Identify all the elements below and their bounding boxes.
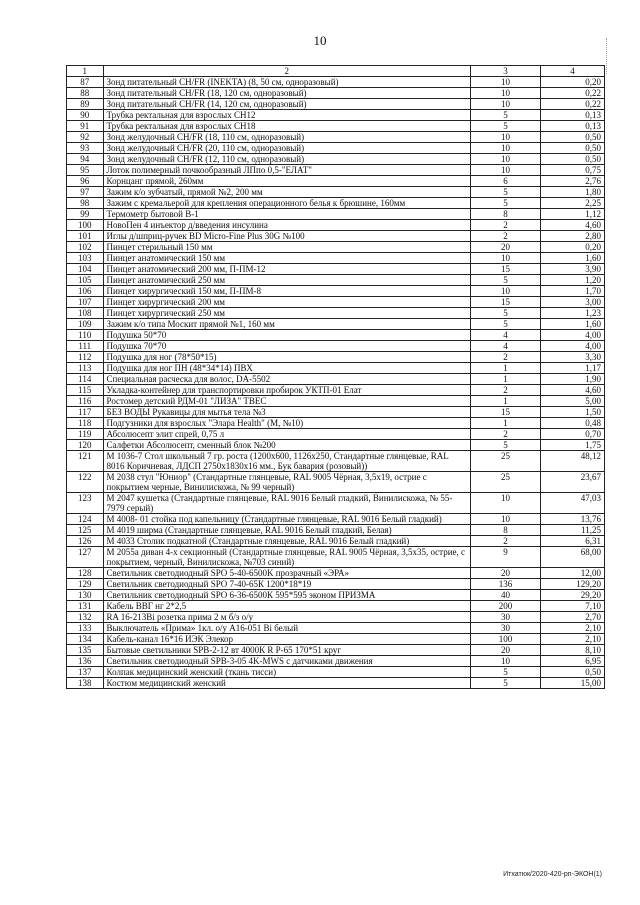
row-number-cell: 125 [67,525,104,536]
price-cell: 0,50 [541,667,605,678]
price-cell: 23,67 [541,472,605,493]
row-number-cell: 122 [67,472,104,493]
table-row [67,678,605,689]
table-row [67,568,605,579]
table-row [67,231,605,242]
row-number-cell: 106 [67,286,104,297]
row-number-cell: 99 [67,209,104,220]
row-number-cell: 98 [67,198,104,209]
price-cell: 3,90 [541,264,605,275]
items-table [66,65,605,689]
price-cell: 2,70 [541,612,605,623]
row-number-cell: 109 [67,319,104,330]
item-name-cell: М 4008- 01 стойка под капельницу (Стандартные глянцевые, RAL 9016 Белый гладкий) [103,514,470,525]
price-cell: 11,25 [541,525,605,536]
row-number-cell: 134 [67,634,104,645]
item-name-cell: Подушка для ног (78*50*15) [103,352,470,363]
item-name-cell: Зонд питательный CH/FR (14, 120 см, одноразовый) [103,99,470,110]
price-cell: 8,10 [541,645,605,656]
price-cell: 1,12 [541,209,605,220]
quantity-cell: 2 [470,231,540,242]
table-row [67,536,605,547]
row-number-cell: 135 [67,645,104,656]
row-number-cell: 105 [67,275,104,286]
price-cell: 3,30 [541,352,605,363]
quantity-cell: 5 [470,187,540,198]
quantity-cell: 2 [470,220,540,231]
table-row [67,308,605,319]
item-name-cell: Пинцет анатомический 250 мм [103,275,470,286]
price-cell: 0,75 [541,165,605,176]
item-name-cell: RA 16-213Bi розетка прима 2 м б/з о/у [103,612,470,623]
quantity-cell: 8 [470,525,540,536]
price-cell: 1,50 [541,407,605,418]
item-name-cell: Светильник светодиодный SPB-3-05 4K-MWS с датчиками движения [103,656,470,667]
row-number-cell: 110 [67,330,104,341]
price-cell: 29,20 [541,590,605,601]
quantity-cell: 10 [470,154,540,165]
row-number-cell: 117 [67,407,104,418]
item-name-cell: Подгузники для взрослых "Элара Health" (M, №10) [103,418,470,429]
quantity-cell: 10 [470,132,540,143]
table-row [67,396,605,407]
row-number-cell: 91 [67,121,104,132]
item-name-cell: Лоток полимерный почкообразный ЛПпо 0,5-"ЕЛАТ" [103,165,470,176]
table-row [67,198,605,209]
row-number-cell: 126 [67,536,104,547]
price-cell: 4,00 [541,341,605,352]
item-name-cell: Зажим к/о зубчатый, прямой №2, 200 мм [103,187,470,198]
price-cell: 2,76 [541,176,605,187]
quantity-cell: 5 [470,110,540,121]
item-name-cell: Бытовые светильники SPB-2-12 вт 4000К R P-65 170*51 круг [103,645,470,656]
price-cell: 1,60 [541,253,605,264]
row-number-cell: 132 [67,612,104,623]
header-cell-name: 2 [103,66,470,77]
quantity-cell: 20 [470,568,540,579]
quantity-cell: 136 [470,579,540,590]
row-number-cell: 133 [67,623,104,634]
page-number: 10 [313,33,327,48]
row-number-cell: 101 [67,231,104,242]
item-name-cell: Пинцет хирургический 200 мм [103,297,470,308]
table-row [67,319,605,330]
table-row [67,429,605,440]
item-name-cell: Кабель ВВГ нг 2*2,5 [103,601,470,612]
item-name-cell: Трубка ректальная для взрослых CH18 [103,121,470,132]
quantity-cell: 9 [470,547,540,568]
row-number-cell: 114 [67,374,104,385]
price-cell: 15,00 [541,678,605,689]
item-name-cell: Корнцанг прямой, 260мм [103,176,470,187]
price-cell: 0,22 [541,99,605,110]
item-name-cell: Светильник светодиодный SPO 6-36-6500К 595*595 эконом ПРИЗМА [103,590,470,601]
quantity-cell: 5 [470,319,540,330]
price-cell: 0,70 [541,429,605,440]
quantity-cell: 5 [470,275,540,286]
row-number-cell: 120 [67,440,104,451]
quantity-cell: 200 [470,601,540,612]
row-number-cell: 138 [67,678,104,689]
table-row [67,440,605,451]
price-cell: 4,60 [541,220,605,231]
item-name-cell: Подушка 50*70 [103,330,470,341]
row-number-cell: 103 [67,253,104,264]
table-row [67,341,605,352]
item-name-cell: М 4033 Столик подкатной (Стандартные глянцевые, RAL 9016 Белый гладкий) [103,536,470,547]
row-number-cell: 104 [67,264,104,275]
row-number-cell: 123 [67,493,104,514]
quantity-cell: 25 [470,451,540,472]
table-row [67,110,605,121]
row-number-cell: 128 [67,568,104,579]
price-cell: 2,80 [541,231,605,242]
row-number-cell: 108 [67,308,104,319]
price-cell: 2,10 [541,634,605,645]
table-row [67,209,605,220]
price-cell: 1,20 [541,275,605,286]
table-row [67,264,605,275]
item-name-cell: Колпак медицинский женский (ткань тисси) [103,667,470,678]
quantity-cell: 4 [470,330,540,341]
quantity-cell: 10 [470,656,540,667]
table-row [67,547,605,568]
quantity-cell: 25 [470,472,540,493]
price-cell: 129,20 [541,579,605,590]
quantity-cell: 20 [470,645,540,656]
row-number-cell: 89 [67,99,104,110]
quantity-cell: 10 [470,88,540,99]
header-cell-price: 4 [541,66,605,77]
price-cell: 0,50 [541,154,605,165]
table-row [67,451,605,472]
item-name-cell: М 2055а диван 4-х секционный (Стандартные глянцевые, RAL 9005 Чёрная, 3,5х35, острие, с покрытием, черный, Винилискожа, №703 синий) [103,547,470,568]
row-number-cell: 112 [67,352,104,363]
item-name-cell: Трубка ректальная для взрослых CH12 [103,110,470,121]
price-cell: 0,13 [541,121,605,132]
table-row [67,275,605,286]
quantity-cell: 4 [470,341,540,352]
price-cell: 4,60 [541,385,605,396]
item-name-cell: Пинцет хирургический 250 мм [103,308,470,319]
item-name-cell: Зажим с кремальерой для крепления операционного белья к брюшине, 160мм [103,198,470,209]
table-row [67,374,605,385]
quantity-cell: 40 [470,590,540,601]
price-cell: 2,10 [541,623,605,634]
table-row [67,165,605,176]
table-row [67,645,605,656]
table-row [67,143,605,154]
items-table-body [67,66,605,689]
row-number-cell: 107 [67,297,104,308]
item-name-cell: Зонд желудочный CH/FR (18, 110 см, одноразовый) [103,132,470,143]
item-name-cell: Зонд желудочный CH/FR (12, 110 см, одноразовый) [103,154,470,165]
table-row [67,88,605,99]
row-number-cell: 90 [67,110,104,121]
item-name-cell: Светильник светодиодный SPO 5-40-6500K прозрачный «ЭРА» [103,568,470,579]
quantity-cell: 2 [470,352,540,363]
row-number-cell: 116 [67,396,104,407]
price-cell: 0,13 [541,110,605,121]
quantity-cell: 30 [470,612,540,623]
price-cell: 0,50 [541,132,605,143]
item-name-cell: Выключатель «Прима» 1кл. о/у А16-051 Bi белый [103,623,470,634]
item-name-cell: Термометр бытовой В-1 [103,209,470,220]
row-number-cell: 96 [67,176,104,187]
table-row [67,525,605,536]
price-cell: 0,20 [541,77,605,88]
row-number-cell: 92 [67,132,104,143]
price-cell: 68,00 [541,547,605,568]
item-name-cell: Пинцет анатомический 200 мм, П-ПМ-12 [103,264,470,275]
row-number-cell: 97 [67,187,104,198]
row-number-cell: 129 [67,579,104,590]
quantity-cell: 10 [470,286,540,297]
table-row [67,253,605,264]
item-name-cell: Костюм медицинский женский [103,678,470,689]
quantity-cell: 5 [470,440,540,451]
header-cell-quantity: 3 [470,66,540,77]
item-name-cell: Укладка-контейнер для транспортировки пробирок УКТП-01 Елат [103,385,470,396]
item-name-cell: Подушка для ног ПН (48*34*14) ПВХ [103,363,470,374]
row-number-cell: 115 [67,385,104,396]
table-row [67,493,605,514]
price-cell: 1,60 [541,319,605,330]
row-number-cell: 127 [67,547,104,568]
quantity-cell: 10 [470,253,540,264]
price-cell: 0,22 [541,88,605,99]
table-row [67,579,605,590]
table-row [67,514,605,525]
item-name-cell: Иглы д/шприц-ручек BD Micro-Fine Plus 30G №100 [103,231,470,242]
item-name-cell: Зонд желудочный CH/FR (20, 110 см, одноразовый) [103,143,470,154]
price-cell: 4,00 [541,330,605,341]
table-row [67,623,605,634]
quantity-cell: 2 [470,536,540,547]
row-number-cell: 136 [67,656,104,667]
quantity-cell: 10 [470,99,540,110]
quantity-cell: 1 [470,418,540,429]
price-cell: 48,12 [541,451,605,472]
item-name-cell: Пинцет хирургический 150 мм, П-ПМ-8 [103,286,470,297]
quantity-cell: 1 [470,396,540,407]
row-number-cell: 111 [67,341,104,352]
item-name-cell: Кабель-канал 16*16 ИЭК Элекор [103,634,470,645]
item-name-cell: Светильник светодиодный SPO 7-40-65К 1200*18*19 [103,579,470,590]
quantity-cell: 6 [470,176,540,187]
item-name-cell: М 1036-7 Стол школьный 7 гр. роста (1200х600, 1126х250, Стандартные глянцевые, RAL 8016 Коричневая, ЛДСП 2750х1830х16 мм., Бук бавария (розовый)) [103,451,470,472]
table-row [67,187,605,198]
row-number-cell: 124 [67,514,104,525]
row-number-cell: 113 [67,363,104,374]
table-row [67,220,605,231]
table-row [67,99,605,110]
item-name-cell: Пинцет стерильный 150 мм [103,242,470,253]
quantity-cell: 1 [470,374,540,385]
quantity-cell: 10 [470,143,540,154]
item-name-cell: Абсолюсепт элит спрей, 0,75 л [103,429,470,440]
quantity-cell: 10 [470,165,540,176]
table-row [67,330,605,341]
quantity-cell: 1 [470,363,540,374]
row-number-cell: 100 [67,220,104,231]
quantity-cell: 30 [470,623,540,634]
row-number-cell: 130 [67,590,104,601]
item-name-cell: М 4019 ширма (Стандартные глянцевые, RAL 9016 Белый гладкий, Белая) [103,525,470,536]
item-name-cell: Салфетки Абсолюсепт, сменный блок №200 [103,440,470,451]
price-cell: 5,00 [541,396,605,407]
quantity-cell: 2 [470,429,540,440]
header-cell-number: 1 [67,66,104,77]
quantity-cell: 15 [470,407,540,418]
price-cell: 7,10 [541,601,605,612]
item-name-cell: БЕЗ ВОДЫ Рукавицы для мытья тела №3 [103,407,470,418]
table-row [67,363,605,374]
price-cell: 13,76 [541,514,605,525]
table-row [67,176,605,187]
table-row [67,77,605,88]
quantity-cell: 2 [470,385,540,396]
price-cell: 2,25 [541,198,605,209]
table-row [67,667,605,678]
quantity-cell: 5 [470,667,540,678]
quantity-cell: 5 [470,198,540,209]
price-cell: 0,50 [541,143,605,154]
item-name-cell: М 2038 стул "Юниор" (Стандартные глянцевые, RAL 9005 Чёрная, 3,5х19, острие с покрытием черные, Винилискожа, № 99 черный) [103,472,470,493]
table-row [67,286,605,297]
table-row [67,590,605,601]
price-cell: 1,80 [541,187,605,198]
item-name-cell: Зонд питательный CH/FR (INEKTA) (8, 50 см, одноразовый) [103,77,470,88]
quantity-cell: 10 [470,514,540,525]
table-row [67,297,605,308]
table-row [67,612,605,623]
quantity-cell: 5 [470,678,540,689]
row-number-cell: 93 [67,143,104,154]
row-number-cell: 137 [67,667,104,678]
price-cell: 1,23 [541,308,605,319]
row-number-cell: 131 [67,601,104,612]
item-name-cell: Пинцет анатомический 150 мм [103,253,470,264]
price-cell: 47,03 [541,493,605,514]
price-cell: 12,00 [541,568,605,579]
item-name-cell: НовоПен 4 инъектор д/введения инсулина [103,220,470,231]
document-footer-code: Итхатюк/2020-420-рп-ЭКОН(1) [503,871,602,878]
table-header-row [67,66,605,77]
item-name-cell: Специальная расческа для волос, DA-5502 [103,374,470,385]
table-row [67,154,605,165]
price-cell: 1,17 [541,363,605,374]
table-row [67,418,605,429]
item-name-cell: Зонд питательный CH/FR (18, 120 см, одноразовый) [103,88,470,99]
price-cell: 0,20 [541,242,605,253]
table-row [67,656,605,667]
row-number-cell: 118 [67,418,104,429]
quantity-cell: 8 [470,209,540,220]
table-row [67,472,605,493]
item-name-cell: М 2047 кушетка (Стандартные глянцевые, RAL 9016 Белый гладкий, Винилискожа, № 55-7979 серый) [103,493,470,514]
price-cell: 0,48 [541,418,605,429]
price-cell: 6,31 [541,536,605,547]
table-row [67,121,605,132]
row-number-cell: 119 [67,429,104,440]
quantity-cell: 15 [470,264,540,275]
quantity-cell: 15 [470,297,540,308]
quantity-cell: 20 [470,242,540,253]
price-cell: 1,90 [541,374,605,385]
quantity-cell: 100 [470,634,540,645]
item-name-cell: Зажим к/о типа Москит прямой №1, 160 мм [103,319,470,330]
table-row [67,385,605,396]
price-cell: 3,00 [541,297,605,308]
item-name-cell: Подушка 70*70 [103,341,470,352]
table-row [67,407,605,418]
price-cell: 1,70 [541,286,605,297]
table-row [67,132,605,143]
margin-mark [606,38,615,74]
row-number-cell: 87 [67,77,104,88]
table-row [67,242,605,253]
quantity-cell: 10 [470,77,540,88]
row-number-cell: 121 [67,451,104,472]
price-cell: 1,75 [541,440,605,451]
row-number-cell: 94 [67,154,104,165]
quantity-cell: 5 [470,121,540,132]
row-number-cell: 95 [67,165,104,176]
row-number-cell: 102 [67,242,104,253]
quantity-cell: 5 [470,308,540,319]
item-name-cell: Ростомер детский РДМ-01 "ЛИЗА" ТВЕС [103,396,470,407]
table-row [67,352,605,363]
quantity-cell: 10 [470,493,540,514]
table-row [67,634,605,645]
row-number-cell: 88 [67,88,104,99]
price-cell: 6,95 [541,656,605,667]
table-row [67,601,605,612]
